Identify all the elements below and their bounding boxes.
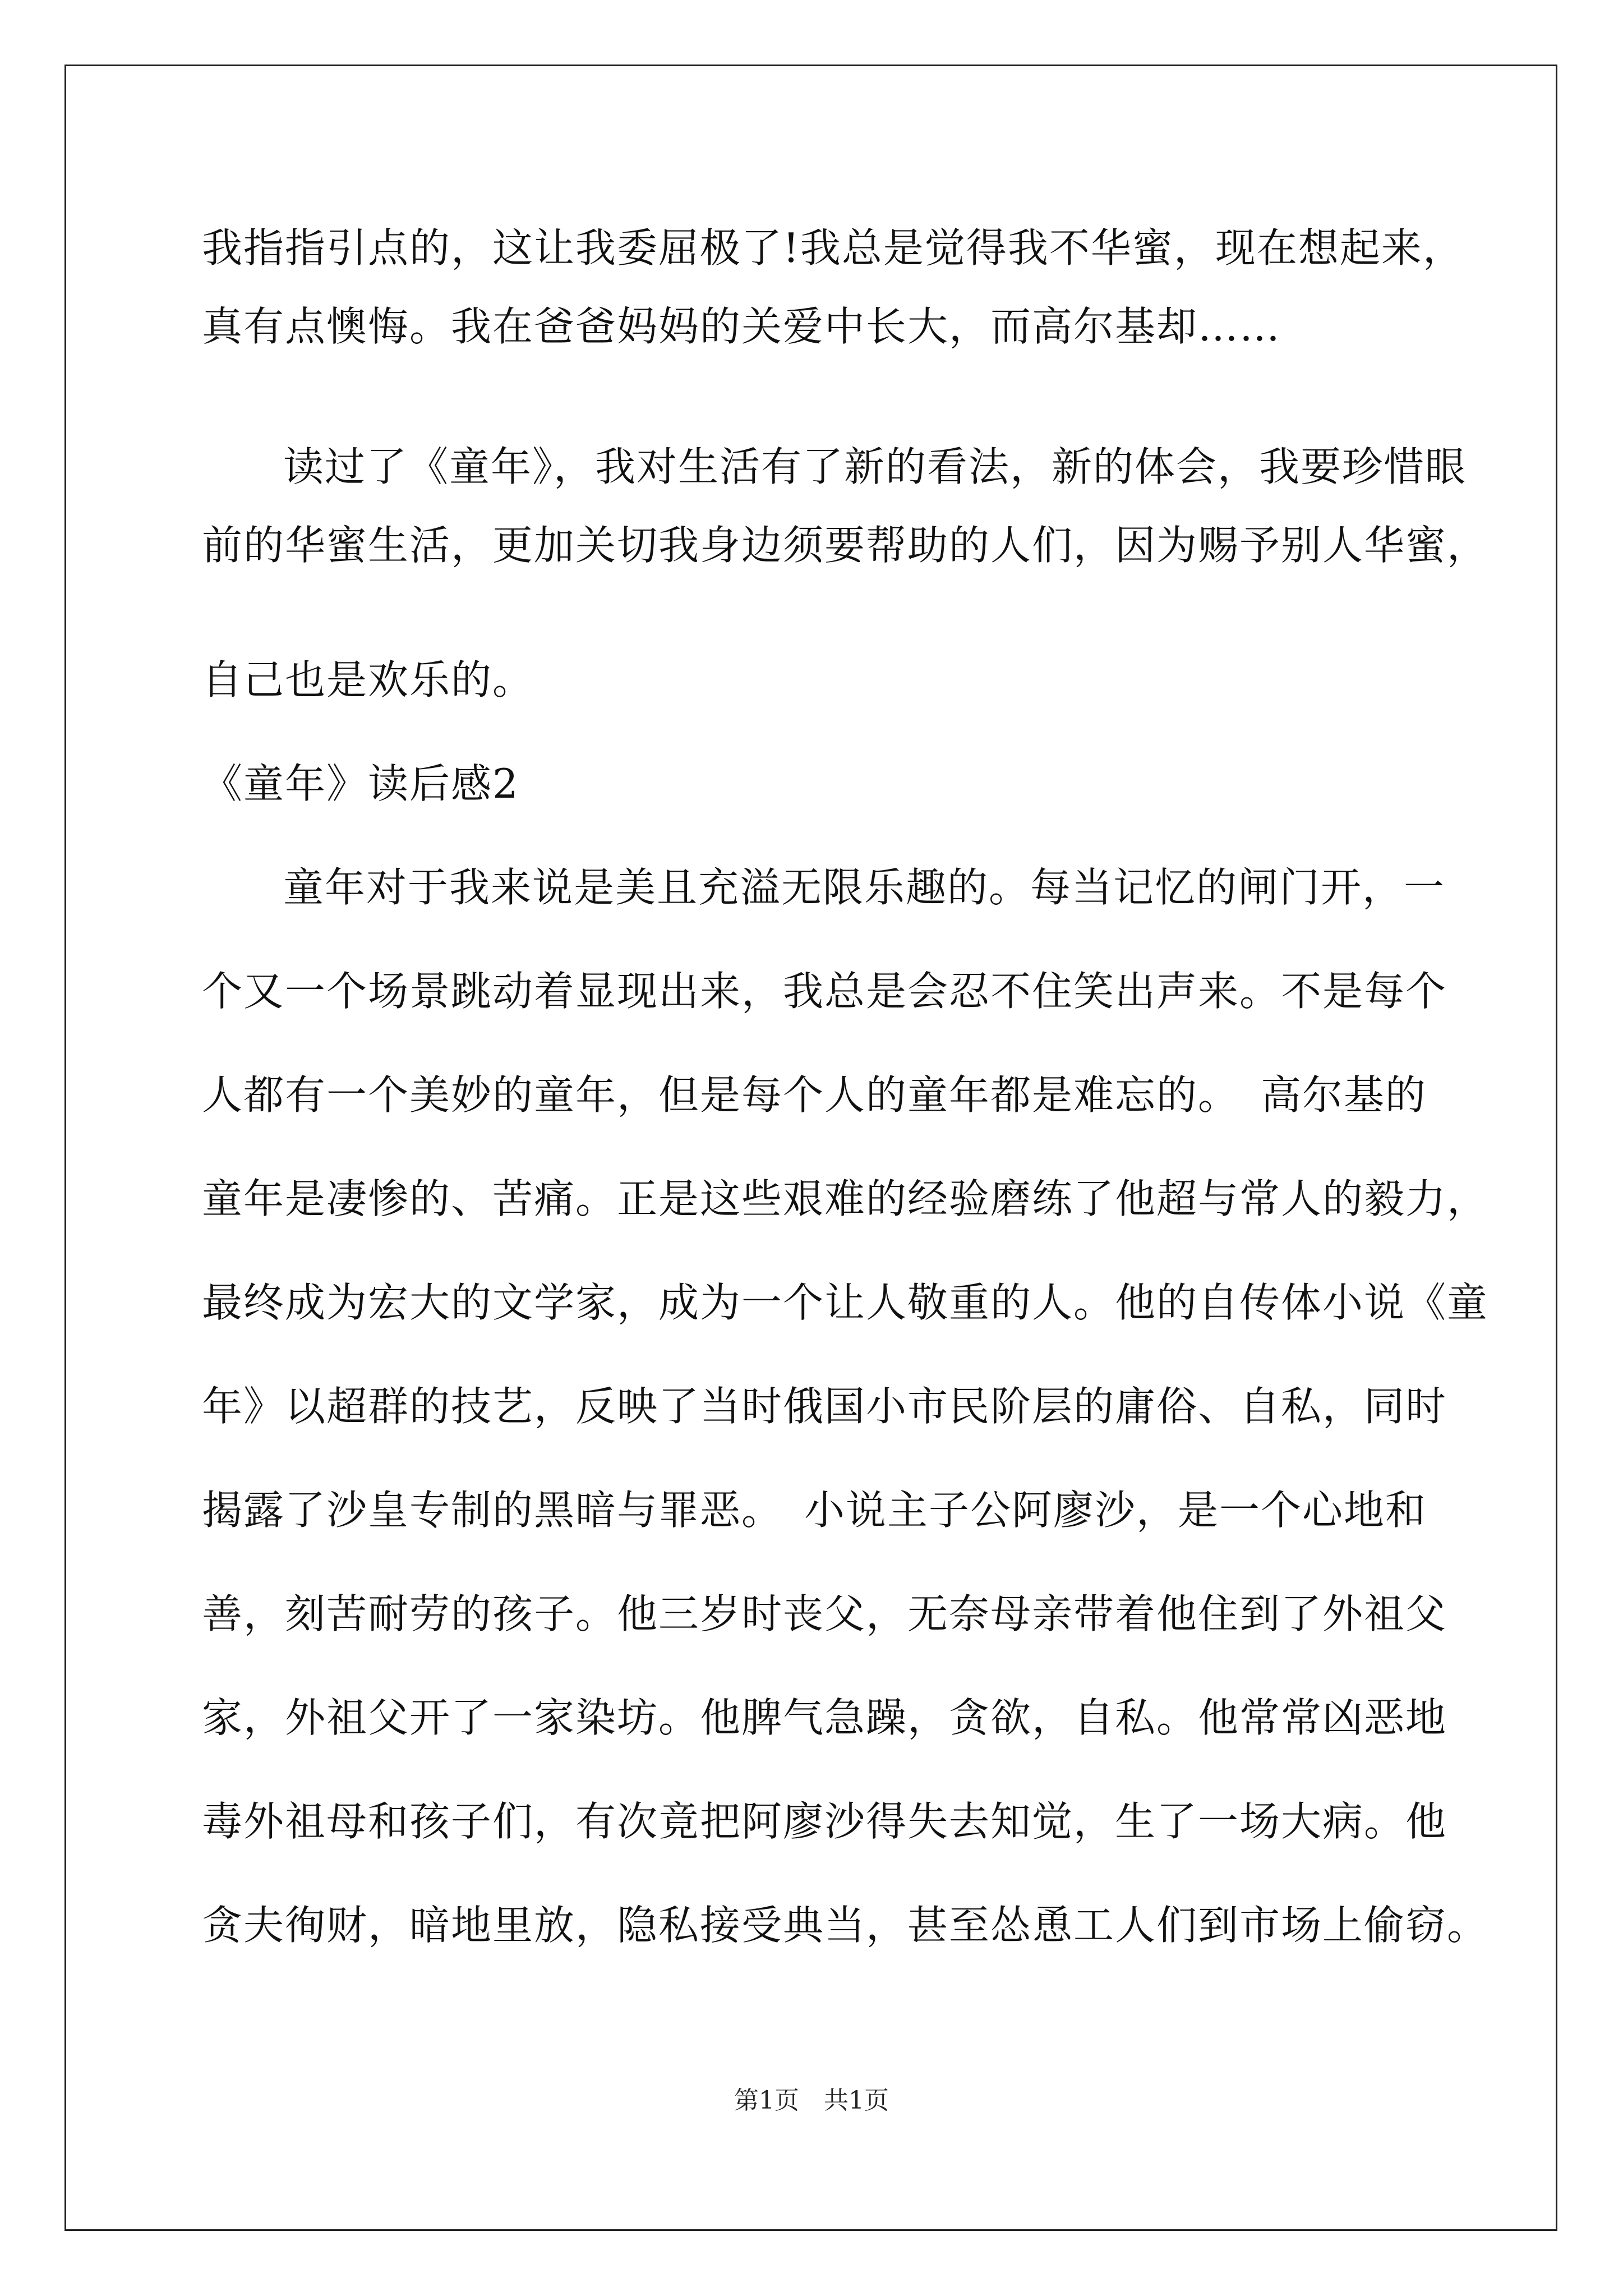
text-line: 人都有一个美妙的童年，但是每个人的童年都是难忘的。 高尔基的	[202, 1071, 1427, 1119]
text-line: 我指指引点的，这让我委屈极了!我总是觉得我不华蜜，现在想起来，	[202, 224, 1464, 272]
text-line: 个又一个场景跳动着显现出来，我总是会忍不住笑出声来。不是每个	[202, 968, 1447, 1015]
text-line: 真有点懊悔。我在爸爸妈妈的关爱中长大，而高尔基却……	[202, 303, 1281, 350]
text-line: 家，外祖父开了一家染坊。他脾气急躁，贪欲，自私。他常常凶恶地	[202, 1694, 1447, 1741]
text-line: 年》以超群的技艺，反映了当时俄国小市民阶层的庸俗、自私，同时	[202, 1383, 1447, 1430]
page-footer: 第1页 共1页	[734, 2086, 889, 2115]
paragraph-first-line: 读过了《童年》，我对生活有了新的看法，新的体会，我要珍惜眼	[283, 443, 1467, 490]
text-line: 前的华蜜生活，更加关切我身边须要帮助的人们，因为赐予别人华蜜，	[202, 522, 1489, 569]
text-line: 童年是凄惨的、苦痛。正是这些艰难的经验磨练了他超与常人的毅力，	[202, 1175, 1489, 1222]
text-line: 最终成为宏大的文学家，成为一个让人敬重的人。他的自传体小说《童	[202, 1279, 1489, 1326]
text-line: 贪夫徇财，暗地里放，隐私接受典当，甚至怂恿工人们到市场上偷窃。	[202, 1902, 1489, 1949]
paragraph-first-line: 童年对于我来说是美且充溢无限乐趣的。每当记忆的闸门开，一	[283, 864, 1446, 911]
text-line: 毒外祖母和孩子们，有次竟把阿廖沙得失去知觉，生了一场大病。他	[202, 1798, 1447, 1845]
text-line: 善，刻苦耐劳的孩子。他三岁时丧父，无奈母亲带着他住到了外祖父	[202, 1590, 1447, 1637]
section-heading: 《童年》读后感2	[202, 760, 519, 807]
text-line: 自己也是欢乐的。	[202, 656, 534, 703]
text-line: 揭露了沙皇专制的黑暗与罪恶。 小说主子公阿廖沙，是一个心地和	[202, 1487, 1427, 1534]
